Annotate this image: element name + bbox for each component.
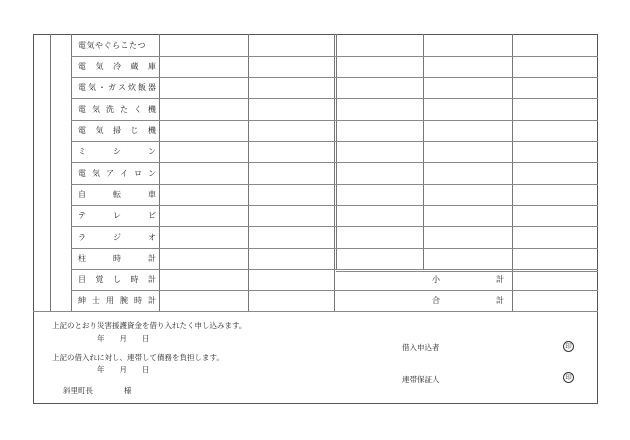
subtotal-label — [432, 274, 504, 285]
table-bottom-line — [33, 311, 598, 312]
item-name: 目 覚 し 時 計 — [78, 275, 156, 284]
grid-line — [50, 34, 51, 311]
item-name: 柱 時 計 — [78, 254, 156, 263]
item-name: テ レ ビ — [78, 211, 156, 220]
grid-line — [423, 34, 424, 269]
item-name: ラ ジ オ — [78, 233, 156, 242]
item-name: 紳 士 用 腕 時 計 — [78, 296, 156, 305]
guarantor-seal-icon: 印 — [563, 372, 574, 383]
item-name: 自 転 車 — [78, 190, 156, 199]
total-char-2: 計 — [496, 296, 504, 305]
application-statement: 上記のとおり災害援護資金を借り入れたく申し込みます。 — [52, 321, 247, 330]
row-line — [336, 271, 598, 272]
application-date: 年 月 日 — [97, 334, 150, 343]
applicant-label: 借入申込者 — [402, 343, 440, 352]
item-name: 電 気 洗 た く 機 — [78, 105, 156, 114]
item-name: 電気やぐらこたつ — [78, 41, 146, 50]
item-name: 電 気 掃 じ 機 — [78, 126, 156, 135]
subtotal-char-1: 小 — [432, 275, 440, 284]
guarantor-statement: 上記の借入れに対し、連帯して債務を負担します。 — [52, 353, 224, 362]
item-name: 電 気 ア イ ロ ン — [78, 169, 156, 178]
item-name: 電 気 冷 蔵 庫 — [78, 62, 156, 71]
total-char-1: 合 — [432, 296, 440, 305]
honorific: 様 — [124, 386, 132, 395]
item-name: 電 気 ・ ガ ス 炊 飯 器 — [78, 83, 156, 92]
grid-line — [336, 34, 337, 269]
joint-guarantor-label: 連帯保証人 — [402, 375, 440, 384]
subtotal-char-2: 計 — [496, 275, 504, 284]
addressee: 斜里町長 — [63, 386, 93, 395]
total-label — [432, 295, 504, 306]
guarantor-date: 年 月 日 — [97, 365, 150, 374]
item-name: ミ シ ン — [78, 147, 156, 156]
applicant-seal-icon: 印 — [563, 341, 574, 352]
